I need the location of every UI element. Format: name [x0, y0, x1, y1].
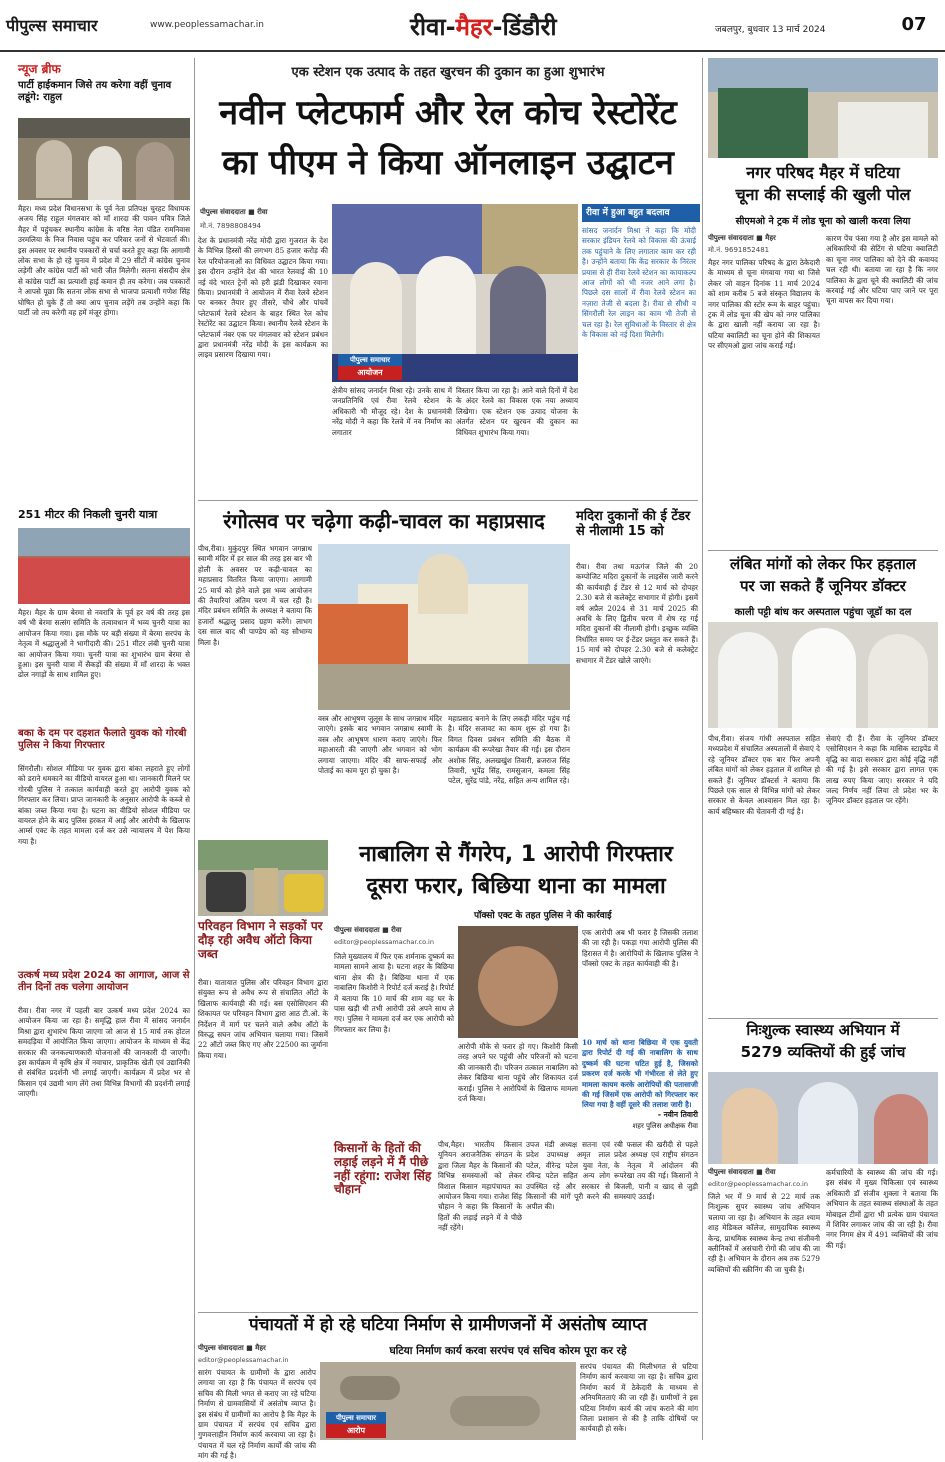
page-number: 07	[901, 14, 927, 35]
lead-story	[198, 58, 698, 498]
doctors-photo	[708, 622, 938, 728]
panchayat-story	[198, 1314, 698, 1461]
maihar-lime-photo	[708, 58, 938, 158]
region-maihar: मैहर	[455, 13, 493, 41]
farmers-body-col1: पीथ,मैहर। भारतीय किसान यूनियन अराजनैतिक संगठन के द्वारा जिला मैहर के किसानों की विभिन्न समस्याओं को लेकर विशाल किसान महापंचायत का आयोजन किया गया। राजेश सिंह चौहान ने कहा कि किसानों के हितों की लड़ाई लड़ने में वे पीछे नहीं रहेंगे।	[438, 1140, 522, 1233]
brief-photo-rahul	[18, 118, 190, 200]
doctors-headline-line2[interactable]: पर जा सकते हैं जूनियर डॉक्टर	[740, 577, 906, 595]
lead-body-col2: क्षेत्रीय सांसद जनार्दन मिश्रा रहे। उनके साथ में जनप्रतिनिधि एवं रीवा रेलवे स्टेशन के अधिकारी भी मौजूद रहे। देश के प्रधानमंत्री नरेंद्र मोदी ने कहा कि रेलवे में नव निर्माण का लगातार	[332, 386, 452, 437]
brief-photo-chunri	[18, 528, 190, 604]
mahaprasad-body-col3: महाप्रसाद बनाने के लिए लकड़ी मंदिर पहुंच गई है। मंदिर सजावट का काम शुरू हो गया है। विगत दिवस प्रबंधन समिति की बैठक में कार्यक्रम की रूपरेखा तैयार की गई। इस दौरान अशोक सिंह, अलखखुंश तिवारी, ब्रजराज सिंह तिवारी, भूपेंद्र सिंह, रामसुजान, कमला सिंह पटेल, सुरेंद्र पांडे, नरेंद्र, सहित अन्य शामिल रहे।	[448, 714, 570, 786]
panchayat-headline[interactable]: पंचायतों में हो रहे घटिया निर्माण से ग्रामीणजनों में असंतोष व्याप्त	[249, 1315, 647, 1335]
divider-lead	[198, 500, 698, 501]
gangrape-quote-author: - नवीन तिवारी	[657, 1110, 698, 1119]
maihar-lime-kicker: सीएमओ ने ट्रक में लोड चूना को खाली करवा लिया	[735, 216, 911, 227]
lead-photo-tag: पीपुल्स समाचार	[338, 354, 402, 366]
maihar-lime-body-col1: मैहर नगर पालिका परिषद के द्वारा ठेकेदारी के माध्यम से चूना मंगवाया गया था जिसे लेकर जो वाहन दिनांक 11 मार्च 2024 को शाम करीब 5 बजे संस्कृत विद्यालय के नगर पालिका की स्टोर रूम के बाहर पहुंचा। ट्रक में लोड चूना की खेप को नगर पालिका के द्वारा खाली नहीं कराया जा रहा है। घटिया क्वालिटी का चूना होने की शिकायत पर सीएमओ द्वारा जांच कराई गई।	[708, 258, 820, 351]
farmers-body-col2: उपज मंडी अध्यक्ष सतना एवं प्रदेश उपाध्यक्ष अमृत लाल पटेल, वीरेन्द्र पटेल युवा नेता, रविन्द्र पटेल सहित अन्य लोग उपस्थित रहे और सरकार से किसानों की मांगें पूरी करने की अपील की।	[526, 1140, 610, 1212]
rto-photo	[198, 840, 328, 916]
gangrape-headline-line1[interactable]: नाबालिग से गैंगरेप, 1 आरोपी गिरफ्तार	[359, 842, 673, 867]
lead-body-col1: देश के प्रधानमंत्री नरेंद्र मोदी द्वारा गुजरात के देश के विभिन्न हिस्सों की लगभग 85 हजार करोड़ की रेल परियोजनाओं का विधिवत उद्घाटन किया गया। इस दौरान उन्होंने देश की भारत रेलवाई की 10 नई वंदे भारत ट्रेनों को हरी झंडी दिखाकर रवाना किया। प्रधानमंत्री ने आयोजन में रीवा रेलवे स्टेशन पर बनकर तैयार हुए तीसरे, चौथे और पांचवें प्लेटफार्म रेलवे स्टेशन के बाहर स्थित रेल कोच रेस्टोरेंट का उद्घाटन किया। स्थानीय रेलवे स्टेशन के प्लेटफार्म नंबर एक पर मंगलवार को स्टेशन प्रबंधन द्वारा प्रधानमंत्री नरेंद्र मोदी के इस कार्यक्रम का लाइव प्रसारण दिखाया गया।	[198, 236, 328, 360]
rto-body: रीवा। यातायात पुलिस और परिवहन विभाग द्वारा संयुक्त रूप से अवैध रूप से संचालित ऑटो के खिलाफ कार्यवाही की गई। बस एसोसिएशन की शिकायत पर परिवहन विभाग द्वारा आठ टी.ओ. के निर्देशन में मार्ग पर चलने वाले अवैध ऑटो के विरुद्ध सघन जांच अभियान चलाया गया। जिसमें 22 ऑटो जब्त किए गए और 22500 का जुर्माना किया गया।	[198, 978, 328, 1060]
brief-headline-chunri[interactable]: 251 मीटर की निकली चुनरी यात्रा	[18, 508, 158, 521]
brief-body-singrauli: सिंगरौली। सोशल मीडिया पर युवक द्वारा बांका लहराते हुए लोगों को डराने धमकाने का वीडियो वायरल हुआ था। जानकारी मिलने पर गोरबी पुलिस ने तत्काल कार्यवाही करते हुए आरोपी युवक को गिरफ्तार कर लिया। प्राप्त जानकारी के अनुसार आरोपी के कब्जे से बांका जब्त किया गया है। घटना का वीडियो सोशल मीडिया पर वायरल होने के बाद पुलिस हरकत में आई और आरोपी के खिलाफ आर्म्स एक्ट के तहत मामला दर्ज कर उसे न्यायालय में पेश किया गया है।	[18, 764, 190, 846]
panchayat-email[interactable]: editor@peoplessamachar.in	[198, 1356, 289, 1364]
doctors-headline-line1[interactable]: लंबित मांगों को लेकर फिर हड़ताल	[730, 555, 916, 573]
gangrape-byline: पीपुल्स संवाददाता ■ रीवा	[334, 926, 402, 934]
lead-kicker: एक स्टेशन एक उत्पाद के तहत खुरचन की दुकान का हुआ शुभारंभ	[291, 65, 605, 80]
tender-story	[576, 510, 698, 830]
panchayat-body-col1: सारंग पंचायत के ग्रामीणों के द्वारा आरोप लगाया जा रहा है कि पंचायत में सरपंच एवं सचिव की मिली भगत से कराए जा रहे घटिया निर्माण से ग्रामवासियों में असंतोष व्याप्त है। इस संबंध में ग्रामीणों का आरोप है कि मैहर के ग्राम पंचायत में सरपंच एवं सचिव द्वारा गुणवत्ताहीन निर्माण कार्य करवाया जा रहा है। पंचायत में चल रहे निर्माण कार्यों की जांच की मांग की गई है।	[198, 1368, 316, 1461]
doctors-body-col1: पीथ,रीवा। संजय गांधी अस्पताल सहित मध्यप्रदेश में संचालित अस्पतालों में सेवाएं दे रहे जूनियर डॉक्टर एक बार फिर अपनी लंबित मांगों को लेकर हड़ताल में शामिल हो सकते हैं। जूनियर डॉक्टर्स ने बताया कि पिछले एक साल से विभिन्न मांगों को लेकर सरकार से केवल आश्वासन मिल रहा है। कार्य बहिष्कार की चेतावनी दी गई है।	[708, 734, 820, 816]
gangrape-quote-text: 10 मार्च को थाना बिछिया में एक युवती द्वारा रिपोर्ट दी गई की नाबालिग के साथ दुष्कर्म की घटना घटित हुई है, जिसको प्रकरण दर्ज करके भी गंभीरता से लेते हुए मामला कायम करके आरोपियों की पतासाजी की गई जिसमें एक आरोपी को गिरफ्तार कर लिया गया है वहीं दूसरे की तलाश जारी है।	[582, 1038, 698, 1110]
gangrape-email[interactable]: editor@peoplessamachar.co.in	[334, 938, 434, 946]
farmers-body-col3: रबी फसल की खरीदी से पहले प्रदेश अध्यक्ष एवं राष्ट्रीय संगठन के नेतृत्व में आंदोलन की रूपरेखा तय की गई। किसानों ने बिजली, पानी व खाद से जुड़ी समस्याएं उठाईं।	[614, 1140, 698, 1202]
region-rewa: रीवा-	[410, 13, 456, 41]
brief-body-chunri: मैहर। मैहर के ग्राम बेरमा से नवरात्रि के पूर्व हर वर्ष की तरह इस वर्ष भी बेरमा सत्संग समिति के तत्वावधान में भव्य चुनरी यात्रा का आयोजन किया गया। इस मौके पर बड़ी संख्या में बेरमा सरपंच के नेतृत्व में श्रद्धालुओं ने भागीदारी की। 251 मीटर लंबी चुनरी यात्रा का आयोजन किया गया। चुनरी यात्रा का शुभारंभ ग्राम बेरमा से हुआ। इस चुनरी यात्रा में सैकड़ों की संख्या में माँ शारदा के भक्त ढोल नगाड़ों के साथ शामिल हुए।	[18, 608, 190, 680]
health-story	[708, 1022, 938, 1440]
brief-headline-utkarsh[interactable]: उत्कर्ष मध्य प्रदेश 2024 का आगाज, आज से तीन दिनों तक चलेगा आयोजन	[18, 970, 190, 993]
region-dindori: -डिंडौरी	[492, 13, 557, 41]
divider-left	[194, 58, 195, 1440]
lead-photo-tag-event: आयोजन	[338, 366, 402, 380]
farmers-story	[334, 1140, 698, 1310]
mahaprasad-body-col2: वस्त्र और आभूषण जुलूस के साथ जगन्नाथ मंदिर जाएंगे। इसके बाद भगवान जगन्नाथ स्वामी के वस्त्र और आभूषण धारण कराए जाएंगे। फिर महाआरती की जाएगी और भगवान को भोग लगाया जाएगा। मंदिर की साफ-सफाई और पोताई का काम पूरा हो चुका है।	[318, 714, 442, 776]
rto-headline[interactable]: परिवहन विभाग ने सड़कों पर दौड़ रही अवैध ऑटो किया जब्त	[198, 919, 323, 961]
region-title	[410, 10, 610, 42]
panchayat-photo-tag-allegation: आरोप	[326, 1424, 386, 1438]
health-byline: पीपुल्स संवाददाता ■ रीवा	[708, 1168, 776, 1176]
lead-body-col3: विस्तार किया जा रहा है। आने वाले दिनों में देश के अंदर रेलवे का विकास एक नया अध्याय लिखेगा। एक स्टेशन एक उत्पाद योजना के अंतर्गत स्टेशन पर खुरचन की दुकान का विधिवत शुभारंभ किया गया।	[456, 386, 578, 437]
lead-photo	[332, 204, 578, 382]
lead-mobile: मो.नं. 7898808494	[200, 222, 262, 230]
doctors-kicker: काली पट्टी बांध कर अस्पताल पहुंचा जूडॉ का दल	[734, 607, 912, 618]
gangrape-story	[334, 838, 698, 1136]
divider-panchayat	[198, 1312, 698, 1313]
maihar-lime-headline-line2[interactable]: चूना की सप्लाई की खुली पोल	[735, 185, 911, 204]
masthead-rule	[0, 50, 945, 52]
lead-sidebar-title: रीवा में हुआ बहुत बदलाव	[582, 204, 700, 222]
farmers-pull-quote[interactable]: किसानों के हितों की लड़ाई लड़ने में मैं पीछे नहीं रहूंगा: राजेश सिंह चौहान	[334, 1141, 432, 1197]
gangrape-photo	[458, 926, 578, 1038]
panchayat-body-col2: सरपंच पंचायत की मिलीभगत से घटिया निर्माण कार्य करवाया जा रहा है। सचिव द्वारा निर्माण कार्य में ठेकेदारी के माध्यम से अनियमितताएं की जा रही हैं। ग्रामीणों ने इस घटिया निर्माण कार्य की जांच कराने की मांग जिला प्रशासन से की है ताकि दोषियों पर कार्यवाही हो सके।	[580, 1362, 698, 1434]
panchayat-byline: पीपुल्स संवाददाता ■ मैहर	[198, 1344, 266, 1352]
doctors-body-col2: सेवाएं दी हैं। रीवा के जूनियर डॉक्टर एसोसिएशन ने कहा कि मासिक स्टाइपेंड में वृद्धि का वादा सरकार द्वारा कोई वृद्धि नहीं की गई है। इसे सरकार द्वारा लागत एक लाख रुपए किया जाए। सरकार ने यदि जल्द निर्णय नहीं लिया तो प्रदेश भर के जूनियर डॉक्टर हड़ताल पर रहेंगे।	[826, 734, 938, 806]
mahaprasad-headline[interactable]: रंगोत्सव पर चढ़ेगा कढ़ी-चावल का महाप्रसाद	[223, 509, 545, 533]
lead-headline-line2[interactable]: का पीएम ने किया ऑनलाइन उद्घाटन	[222, 143, 674, 183]
divider-right	[702, 58, 703, 1440]
doctors-story	[708, 556, 938, 1016]
maihar-lime-headline-line1[interactable]: नगर परिषद मैहर में घटिया	[746, 163, 900, 182]
news-brief-label: न्यूज ब्रीफ	[18, 62, 61, 76]
masthead	[0, 0, 945, 50]
panchayat-kicker: घटिया निर्माण कार्य करवा सरपंच एवं सचिव कोरम पूरा कर रहे	[389, 1345, 627, 1357]
lead-headline-line1[interactable]: नवीन प्लेटफार्म और रेल कोच रेस्टोरेंट	[219, 93, 677, 133]
rto-story	[198, 840, 328, 1310]
lead-sidebar-text: सांसद जनार्दन मिश्रा ने कहा कि मोदी सरकार इंडियन रेलवे को विकास की ऊंचाई तक पहुंचाने के लिए लगातार काम कर रही है। उन्होंने बताया कि केंद्र सरकार के निरंतर प्रयास से ही रीवा रेलवे स्टेशन का कायाकल्प आज लोगों को भी नजर आने लगा है। पिछले दस सालों में रीवा रेलवे स्टेशन का नज़ारा तेजी से बदला है। रीवा से सीधी व सिंगरौली रेल लाइन का काम भी तेजी से चल रहा है। रेल सुविधाओं के विस्तार से क्षेत्र के विकास को नई दिशा मिलेगी।	[582, 226, 696, 340]
issue-date: जबलपुर, बुधवार 13 मार्च 2024	[715, 25, 826, 35]
mahaprasad-body-col1: पीथ,रीवा। मुकुंदपुर स्थित भगवान जगन्नाथ स्वामी मंदिर में हर साल की तरह इस बार भी होली के अवसर पर कढ़ी-चावल का महाप्रसाद वितरित किया जाएगा। आगामी 25 मार्च को होने वाले इस भव्य आयोजन की तैयारियां अंतिम चरण में चल रही हैं। मंदिर प्रबंधन समिति के अध्यक्ष ने बताया कि हजारों श्रद्धालु प्रसाद ग्रहण करेंगे। लाभग दस साल बाद श्री पाण्डेय को यह सौभाग्य मिला है।	[198, 544, 312, 647]
health-email[interactable]: editor@peoplessamachar.co.in	[708, 1180, 808, 1188]
maihar-lime-body-col2: कारण पेंच फंसा गया है और इस मामले को अधिकारियों की सेटिंग से घटिया क्वालिटी का चूना नगर पालिका को देने की कवायद चल रही थी। बताया जा रहा है कि नगर पालिका के द्वारा चूने की क्वालिटी की जांच करवाई गई और घटिया पाए जाने पर पूरा चूना वापस कर दिया गया।	[826, 234, 938, 306]
health-headline-line1[interactable]: निःशुल्क स्वास्थ्य अभियान में	[746, 1021, 900, 1039]
brief-body-rahul: मैहर। मध्य प्रदेश विधानसभा के पूर्व नेता प्रतिपक्ष चुरहट विधायक अजय सिंह राहुल मंगलवार को माँ शारदा की पावन पवित्र जिले मैहर में पहुंचकर स्थानीय कांग्रेस के वरिष्ठ नेता पंडित रामनिवास उरमलिया के निज निवास पहुंच कर परिवार जनों से भेंटवार्ता की। इस अवसर पर स्थानीय पत्रकारों से चर्चा करते हुए कहा कि आगामी लोक सभा के हो रहे चुनाव में प्रदेश में 29 सीटों में कांग्रेस चुनाव लड़ेगी और कांग्रेस पार्टी को भारी जीत मिलेगी। सतना संसदीय क्षेत्र से कांग्रेस पार्टी का प्रत्याशी हाई कमान ही तय करेगा। जब पत्रकारों ने आपसे पूछा कि सतना लोक सभा से भाजपा प्रत्याशी गणेश सिंह घोषित हो चुके हैं तो क्या आप चुनाव लड़ेंगे तब उन्होंने कहा कि पार्टी जो तय करेगी वह हमें मंजूर होगा।	[18, 204, 190, 318]
health-headline-line2[interactable]: 5279 व्यक्तियों की हुई जांच	[740, 1043, 906, 1061]
health-body-col1: जिले भर में 9 मार्च से 22 मार्च तक निःशुल्क सुपर स्वास्थ्य जांच अभियान चलाया जा रहा है। अभियान के तहत श्याम शाह मेडिकल कॉलेज, सामुदायिक स्वास्थ्य केन्द्र, प्राथमिक स्वास्थ्य केन्द्र तथा संजीवनी क्लीनिकों में असंचारी रोगों की जांच की जा रही है। अभियान के दौरान अब तक 5279 व्यक्तियों की स्क्रीनिंग की जा चुकी है।	[708, 1192, 820, 1274]
health-body-col2: कर्मचारियों के स्वास्थ्य की जांच की गई। इस संबंध में मुख्य चिकित्सा एवं स्वास्थ्य अधिकारी डॉ संजीव शुक्ला ने बताया कि अभियान के तहत स्वास्थ्य संस्थाओं के तहत मोबाइल टीमों द्वारा भी प्रत्येक ग्राम पंचायत में शिविर लगाकर जांच की जा रही है। रीवा नगर निगम क्षेत्र में 491 व्यक्तियों की जांच की गई।	[826, 1168, 938, 1250]
divider-right-1	[708, 550, 938, 551]
news-brief-column	[18, 58, 190, 1440]
gangrape-kicker: पॉक्सो एक्ट के तहत पुलिस ने की कार्रवाई	[474, 911, 612, 921]
paper-logo[interactable]: पीपुल्स समाचार	[6, 16, 98, 35]
lead-byline: पीपुल्स संवाददाता ■ रीवा	[200, 208, 268, 216]
lead-sidebar	[582, 204, 696, 496]
brief-body-utkarsh: रीवा। रीवा नगर में पहली बार उत्कर्ष मध्य प्रदेश 2024 का आयोजन किया जा रहा है। समृद्धि हाल रीवा में सांसद जनार्दन मिश्रा द्वारा शुभारंभ किया जाएगा जो आज से 15 मार्च तक होटल समदड़िया में आयोजित किया जाएगा। आयोजन के माध्यम से केंद्र सरकार की जनकल्याणकारी योजनाओं की जानकारी दी जाएगी। इस कार्यक्रम में कृषि क्षेत्र में नवाचार, प्राकृतिक खेती एवं उद्यानिकी से संबंधित प्रदर्शनी भी लगाई जाएगी। कार्यक्रम में प्रदेश भर से किसान एवं उद्यमी भाग लेंगे तथा विभिन्न विभागों की प्रदर्शनी लगाई जाएगी।	[18, 1006, 190, 1099]
panchayat-photo	[320, 1362, 576, 1440]
tender-body: रीवा। रीवा तथा मऊगंज जिले की 20 कम्पोजिट मदिरा दुकानों के लाइसेंस जारी करने की कार्यवाही ई टेंडर से 12 मार्च को दोपहर 2.30 बजे से कलेक्ट्रेट सभागार में होगी। इसमें वर्ष अप्रैल 2024 से 31 मार्च 2025 की अवधि के लिए द्वितीय चरण में शेष रह गई मदिरा दुकानों की नीलामी होगी। इच्छुक व्यक्ति निर्धारित समय पर ई-टेंडर प्रस्तुत कर सकते हैं। 15 मार्च को दोपहर 2.30 बजे से कलेक्ट्रेट सभागार में टेंडर खोले जाएंगे।	[576, 562, 698, 665]
brief-headline-singrauli[interactable]: बका के दम पर दहशत फैलाते युवक को गोरबी पुलिस ने किया गिरफ्तार	[18, 728, 187, 751]
gangrape-quote-role: शहर पुलिस अधीक्षक रीवा	[632, 1122, 698, 1130]
gangrape-body-col2: आरोपी मौके से फरार हो गए। किशोरी किसी तरह अपने घर पहुंची और परिजनों को घटना की जानकारी दी। परिजन तत्काल नाबालिग को लेकर बिछिया थाना पहुंचे और शिकायत दर्ज कराई। पुलिस ने आरोपियों के खिलाफ मामला दर्ज किया।	[458, 1042, 578, 1104]
mahaprasad-story	[198, 504, 570, 834]
maihar-lime-mobile: मो.नं. 9691852481	[708, 246, 770, 254]
mahaprasad-photo	[318, 544, 570, 710]
website-url[interactable]: www.peoplessamachar.in	[150, 20, 264, 30]
maihar-lime-story	[708, 58, 938, 548]
brief-headline-rahul[interactable]: पार्टी हाईकमान जिसे तय करेगा वहीं चुनाव लडूंगे: राहुल	[18, 80, 172, 103]
gangrape-police-quote	[582, 1038, 698, 1136]
gangrape-body-col3: एक आरोपी अब भी फरार है जिसकी तलाश की जा रही है। पकड़ा गया आरोपी पुलिस की हिरासत में है। आरोपियों के खिलाफ पुलिस ने पॉक्सो एक्ट के तहत कार्यवाही की है।	[582, 928, 698, 969]
gangrape-headline-line2[interactable]: दूसरा फरार, बिछिया थाना का मामला	[366, 874, 666, 899]
gangrape-body-col1: जिले मुख्यालय में फिर एक शर्मनाक दुष्कर्म का मामला सामने आया है। घटना शहर के बिछिया थाना क्षेत्र की है। बिछिया थाना में एक नाबालिग किशोरी ने रिपोर्ट दर्ज कराई है। रिपोर्ट में बताया कि 10 मार्च की शाम वह घर के पास खड़ी थी तभी आरोपी उसे अपने साथ ले गए। पुलिस ने मामला दर्ज कर एक आरोपी को गिरफ्तार कर लिया है।	[334, 952, 454, 1034]
tender-headline[interactable]: मदिरा दुकानों की ई टेंडर से नीलामी 15 को	[576, 509, 691, 539]
health-photo	[708, 1072, 938, 1164]
maihar-lime-byline: पीपुल्स संवाददाता ■ मैहर	[708, 234, 776, 242]
panchayat-photo-tag: पीपुल्स समाचार	[326, 1412, 386, 1424]
divider-right-2	[708, 1018, 938, 1019]
